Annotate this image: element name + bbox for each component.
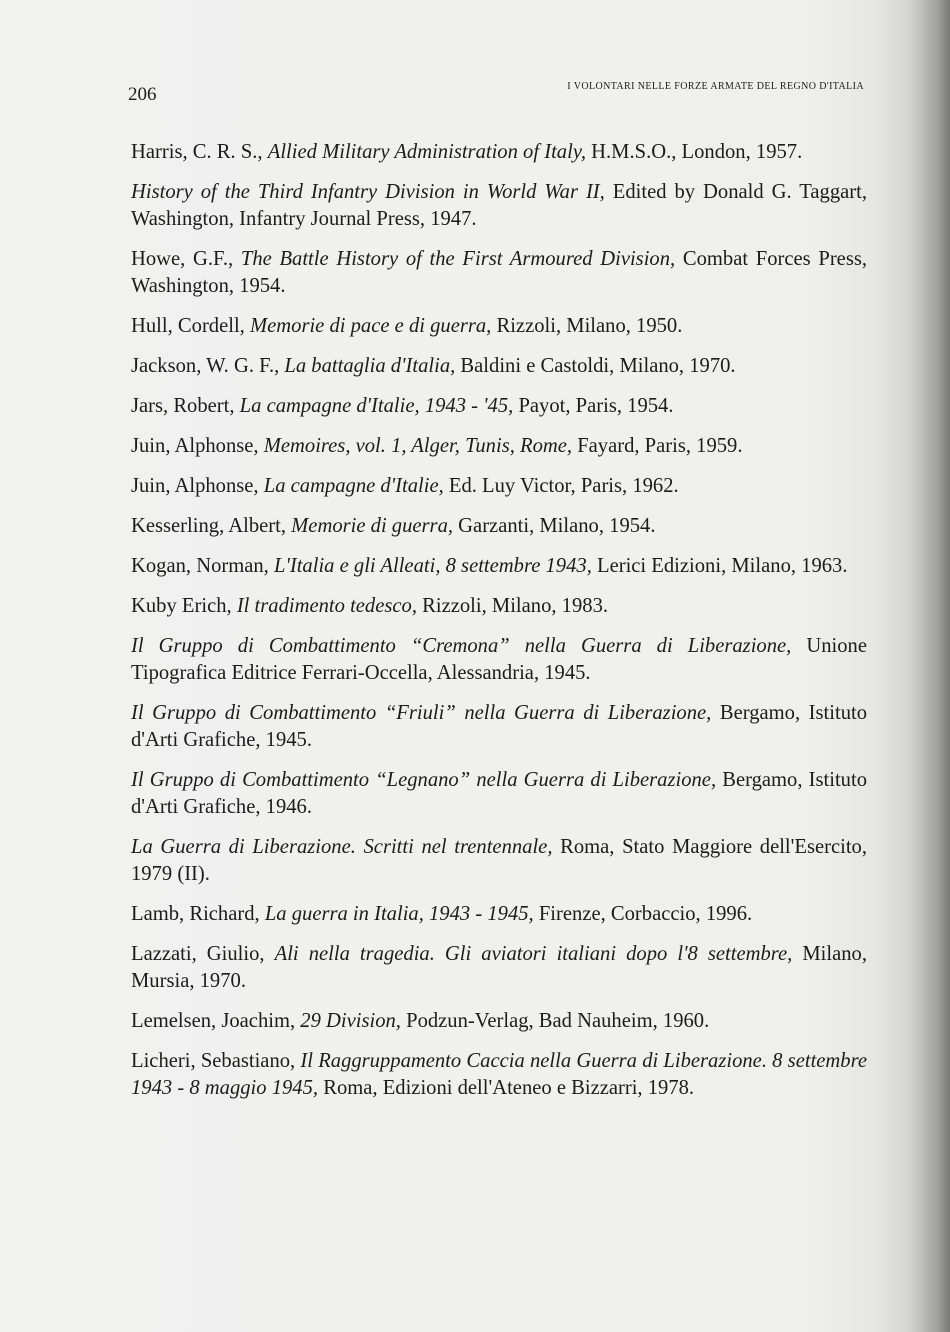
running-head: I VOLONTARI NELLE FORZE ARMATE DEL REGNO D'ITALIA (567, 81, 864, 92)
bibliography-entry: Juin, Alphonse, Memoires, vol. 1, Alger, Tunis, Rome, Fayard, Paris, 1959. (131, 435, 743, 457)
bibliography-entry: Jars, Robert, La campagne d'Italie, 1943 - '45, Payot, Paris, 1954. (131, 395, 674, 417)
bibliography-entry: Kesserling, Albert, Memorie di guerra, Garzanti, Milano, 1954. (131, 515, 656, 537)
page-gutter-shadow (908, 0, 950, 1332)
bibliography-entry: La Guerra di Liberazione. Scritti nel trentennale, Roma, Stato Maggiore dell'Esercito, 1979 (II). (131, 836, 867, 885)
bibliography-entry: Il Gruppo di Combattimento “Legnano” nella Guerra di Liberazione, Bergamo, Istituto d'Arti Grafiche, 1946. (131, 769, 867, 818)
bibliography-entry: Kuby Erich, Il tradimento tedesco, Rizzoli, Milano, 1983. (131, 595, 609, 617)
bibliography-list (131, 139, 867, 1115)
bibliography-entry: History of the Third Infantry Division in World War II, Edited by Donald G. Taggart, Washington, Infantry Journal Press, 1947. (131, 181, 867, 230)
bibliography-entry: Juin, Alphonse, La campagne d'Italie, Ed. Luy Victor, Paris, 1962. (131, 475, 679, 497)
bibliography-entry: Harris, C. R. S., Allied Military Administration of Italy, H.M.S.O., London, 1957. (131, 141, 803, 163)
bibliography-entry: Il Gruppo di Combattimento “Friuli” nella Guerra di Liberazione, Bergamo, Istituto d'Arti Grafiche, 1945. (131, 702, 868, 751)
bibliography-entry: Lazzati, Giulio, Ali nella tragedia. Gli aviatori italiani dopo l'8 settembre, Milano, Mursia, 1970. (131, 943, 867, 992)
page-number: 206 (128, 84, 157, 105)
page-header (128, 80, 864, 110)
bibliography-entry: Il Gruppo di Combattimento “Cremona” nella Guerra di Liberazione, Unione Tipografica Editrice Ferrari-Occella, Alessandria, 1945. (131, 635, 867, 684)
bibliography-entry: Lemelsen, Joachim, 29 Division, Podzun-Verlag, Bad Nauheim, 1960. (131, 1010, 710, 1032)
bibliography-entry: Lamb, Richard, La guerra in Italia, 1943 - 1945, Firenze, Corbaccio, 1996. (131, 903, 753, 925)
bibliography-entry: Howe, G.F., The Battle History of the First Armoured Division, Combat Forces Press, Washington, 1954. (131, 248, 867, 297)
bibliography-entry: Licheri, Sebastiano, Il Raggruppamento Caccia nella Guerra di Liberazione. 8 settembre 1943 - 8 maggio 1945, Roma, Edizioni dell'Ateneo e Bizzarri, 1978. (131, 1050, 867, 1099)
bibliography-entry: Kogan, Norman, L'Italia e gli Alleati, 8 settembre 1943, Lerici Edizioni, Milano, 1963. (131, 555, 848, 577)
bibliography-entry: Hull, Cordell, Memorie di pace e di guerra, Rizzoli, Milano, 1950. (131, 315, 683, 337)
bibliography-entry: Jackson, W. G. F., La battaglia d'Italia, Baldini e Castoldi, Milano, 1970. (131, 355, 736, 377)
